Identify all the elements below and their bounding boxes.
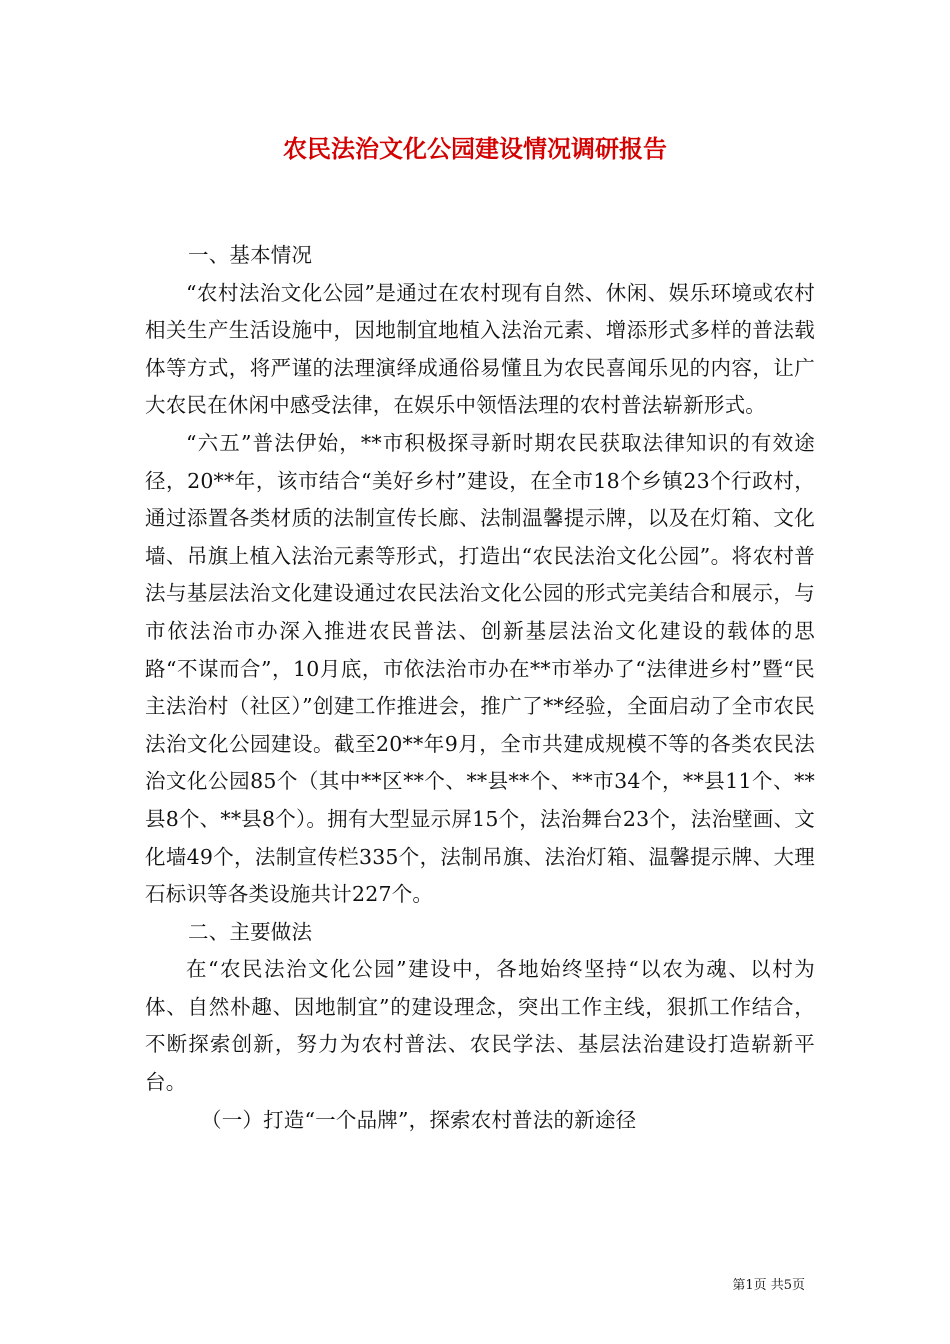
page-number: 第1页 共5页 bbox=[732, 1278, 805, 1293]
paragraph-history: “六五”普法伊始，**市积极探寻新时期农民获取法律知识的有效途径，20**年，该市结合“美好乡村”建设，在全市18个乡镇23个行政村，通过添置各类材质的法制宣传长廊、法制温馨提示牌，以及在灯箱、文化墙、吊旗上植入法治元素等形式，打造出“农民法治文化公园”。将农村普法与基层法治文化建设通过农民法治文化公园的形式完美结合和展示，与市依法治市办深入推进农民普法、创新基层法治文化建设的载体的思路“不谋而合”，10月底，市依法治市办在**市举办了“法律进乡村”暨“民主法治村（社区）”创建工作推进会，推广了**经验，全面启动了全市农民法治文化公园建设。截至20**年9月，全市共建成规模不等的各类农民法治文化公园85个（其中**区**个、**县**个、**市34个，**县11个、**县8个、**县8个）。拥有大型显示屏15个，法治舞台23个，法治壁画、文化墙49个，法制宣传栏335个，法制吊旗、法治灯箱、温馨提示牌、大理石标识等各类设施共计227个。 bbox=[145, 430, 815, 907]
document-body bbox=[145, 237, 815, 1139]
section-heading-practices: 二、主要做法 bbox=[188, 919, 313, 944]
document-title: 农民法治文化公园建设情况调研报告 bbox=[283, 134, 667, 163]
paragraph-definition: “农村法治文化公园”是通过在农村现有自然、休闲、娱乐环境或农村相关生产生活设施中，因地制宜地植入法治元素、增添形式多样的普法载体等方式，将严谨的法理演绎成通俗易懂且为农民喜闻乐见的内容，让广大农民在休闲中感受法律，在娱乐中领悟法理的农村普法崭新形式。 bbox=[145, 280, 815, 418]
subsection-heading-brand: （一）打造“一个品牌”，探索农村普法的新途径 bbox=[201, 1107, 637, 1132]
section-heading-basic: 一、基本情况 bbox=[188, 243, 313, 267]
paragraph-practices: 在“农民法治文化公园”建设中，各地始终坚持“以农为魂、以村为体、自然朴趣、因地制宜”的建设理念，突出工作主线，狠抓工作结合，不断探索创新，努力为农村普法、农民学法、基层法治建设打造崭新平台。 bbox=[145, 957, 815, 1095]
